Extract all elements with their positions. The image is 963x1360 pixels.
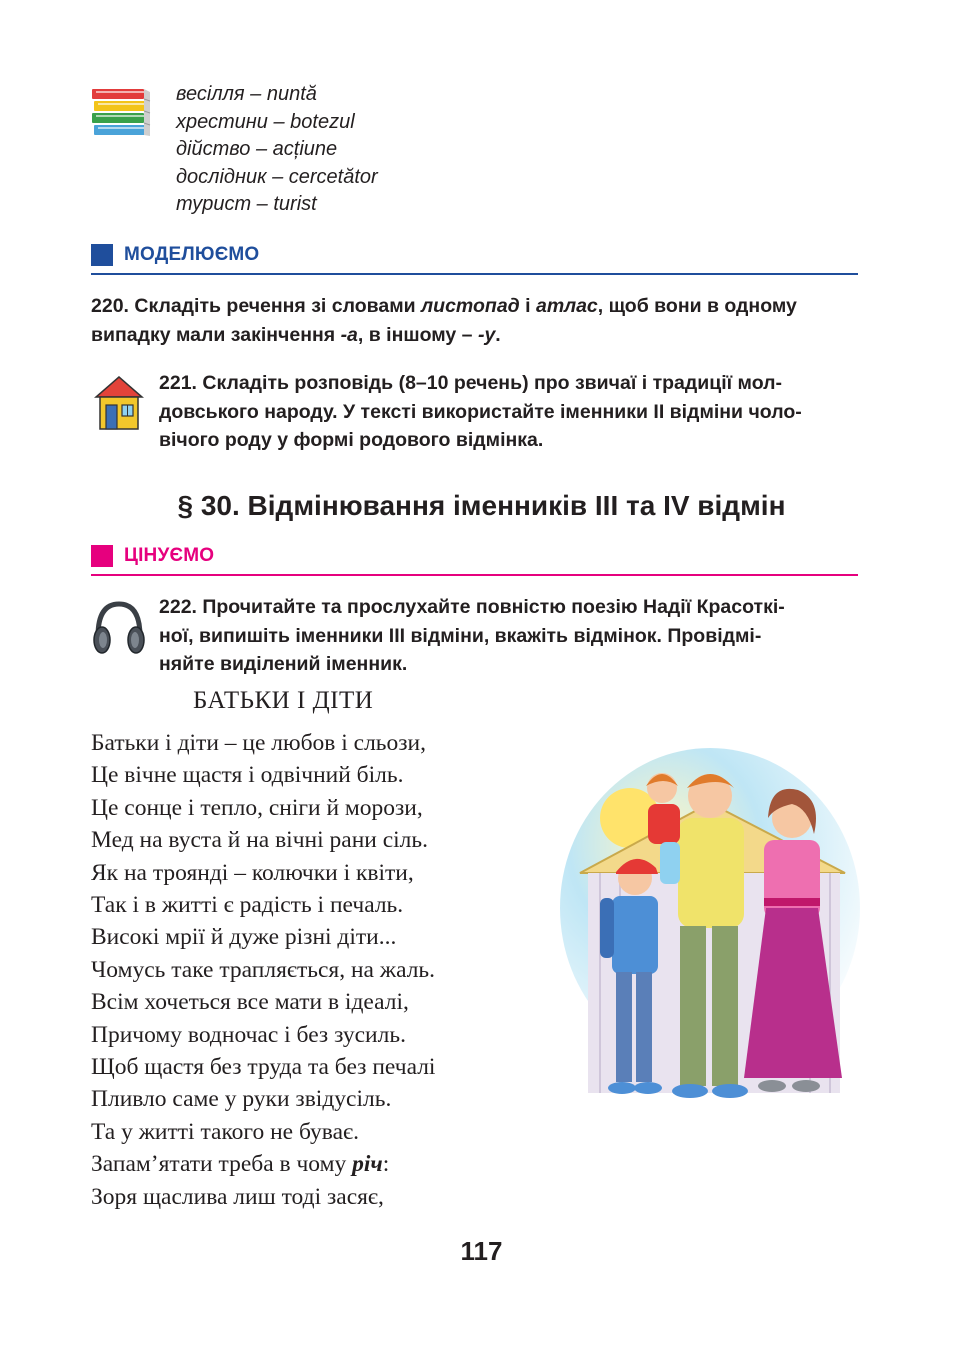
task-222: [159, 593, 879, 679]
modeling-section-marker: [91, 244, 113, 266]
page-number: 117: [460, 1236, 503, 1266]
headphones-icon: [90, 598, 148, 656]
poem-line: Та у житті такого не буває.: [91, 1118, 359, 1145]
house-icon: [94, 375, 144, 431]
task-221-line: вічого роду у формі родового відмінка.: [159, 429, 544, 451]
poem-line: Так і в житті є радість і печаль.: [91, 892, 404, 919]
modeling-section-title: МОДЕЛЮЄМО: [124, 244, 260, 265]
vocab-item: весілля – nuntă: [176, 83, 317, 105]
task-220: 220. Складіть речення зі словами листопад і атлас, щоб вони в одному випадку мали закінчення -а, в іншому – -у.: [91, 295, 797, 346]
vocab-item: турист – turist: [176, 193, 317, 216]
poem-line: Мед на вуста й на вічні рани сіль.: [91, 827, 428, 854]
poem-line: Високі мрії й дуже різні діти...: [91, 924, 397, 951]
vocabulary-list: [176, 81, 378, 219]
poem-body: [91, 727, 435, 1213]
poem-line: Причому водночас і без зусиль.: [91, 1021, 406, 1048]
paragraph-title: § 30. Відмінювання іменників ІІІ та IV відмін: [177, 490, 786, 521]
task-221-line: 221. Складіть розповідь (8–10 речень) про звичаї і традиції мол-: [159, 372, 783, 394]
poem-title: БАТЬКИ І ДІТИ: [193, 687, 374, 714]
highlighted-noun: річ: [352, 1151, 383, 1178]
poem-line: Це сонце і тепло, сніги й морози,: [91, 794, 423, 821]
vocab-item: хрестини – botezul: [176, 110, 355, 133]
task-221: [159, 369, 879, 455]
poem-line: Чомусь таке трапляється, на жаль.: [91, 956, 436, 983]
poem-line: Зоря щаслива лиш тоді засяє,: [91, 1183, 384, 1210]
poem-line: Запам’ятати треба в чому річ:: [91, 1151, 390, 1178]
valuing-section-rule: [91, 574, 858, 576]
task-222-line: 222. Прочитайте та прослухайте повністю поезію Надії Красоткі-: [159, 596, 785, 618]
poem-line: Всім хочеться все мати в ідеалі,: [91, 989, 409, 1016]
poem-line: Пливло саме у руки звідусіль.: [91, 1086, 392, 1113]
poem-line: Як на троянді – колючки і квіти,: [91, 859, 414, 886]
task-222-line: няйте виділений іменник.: [159, 653, 408, 675]
valuing-section-marker: [91, 545, 113, 567]
task-222-line: ної, випишіть іменники ІІІ відміни, вкажіть відмінок. Провідмі-: [159, 624, 762, 647]
poem-line: Щоб щастя без труда та без печалі: [91, 1054, 436, 1081]
books-icon: [90, 86, 152, 142]
task-221-line: довського народу. У тексті використайте іменники ІІ відміни чоло-: [159, 400, 802, 423]
poem-line: Це вічне щастя і одвічний біль.: [91, 762, 404, 789]
modeling-section-rule: [91, 273, 858, 275]
vocab-item: дійство – acțiune: [176, 138, 338, 161]
family-illustration: [560, 748, 860, 1118]
vocab-item: дослідник – cercetător: [176, 165, 378, 188]
valuing-section-title: ЦІНУЄМО: [124, 545, 215, 566]
poem-line: Батьки і діти – це любов і сльози,: [91, 730, 427, 756]
